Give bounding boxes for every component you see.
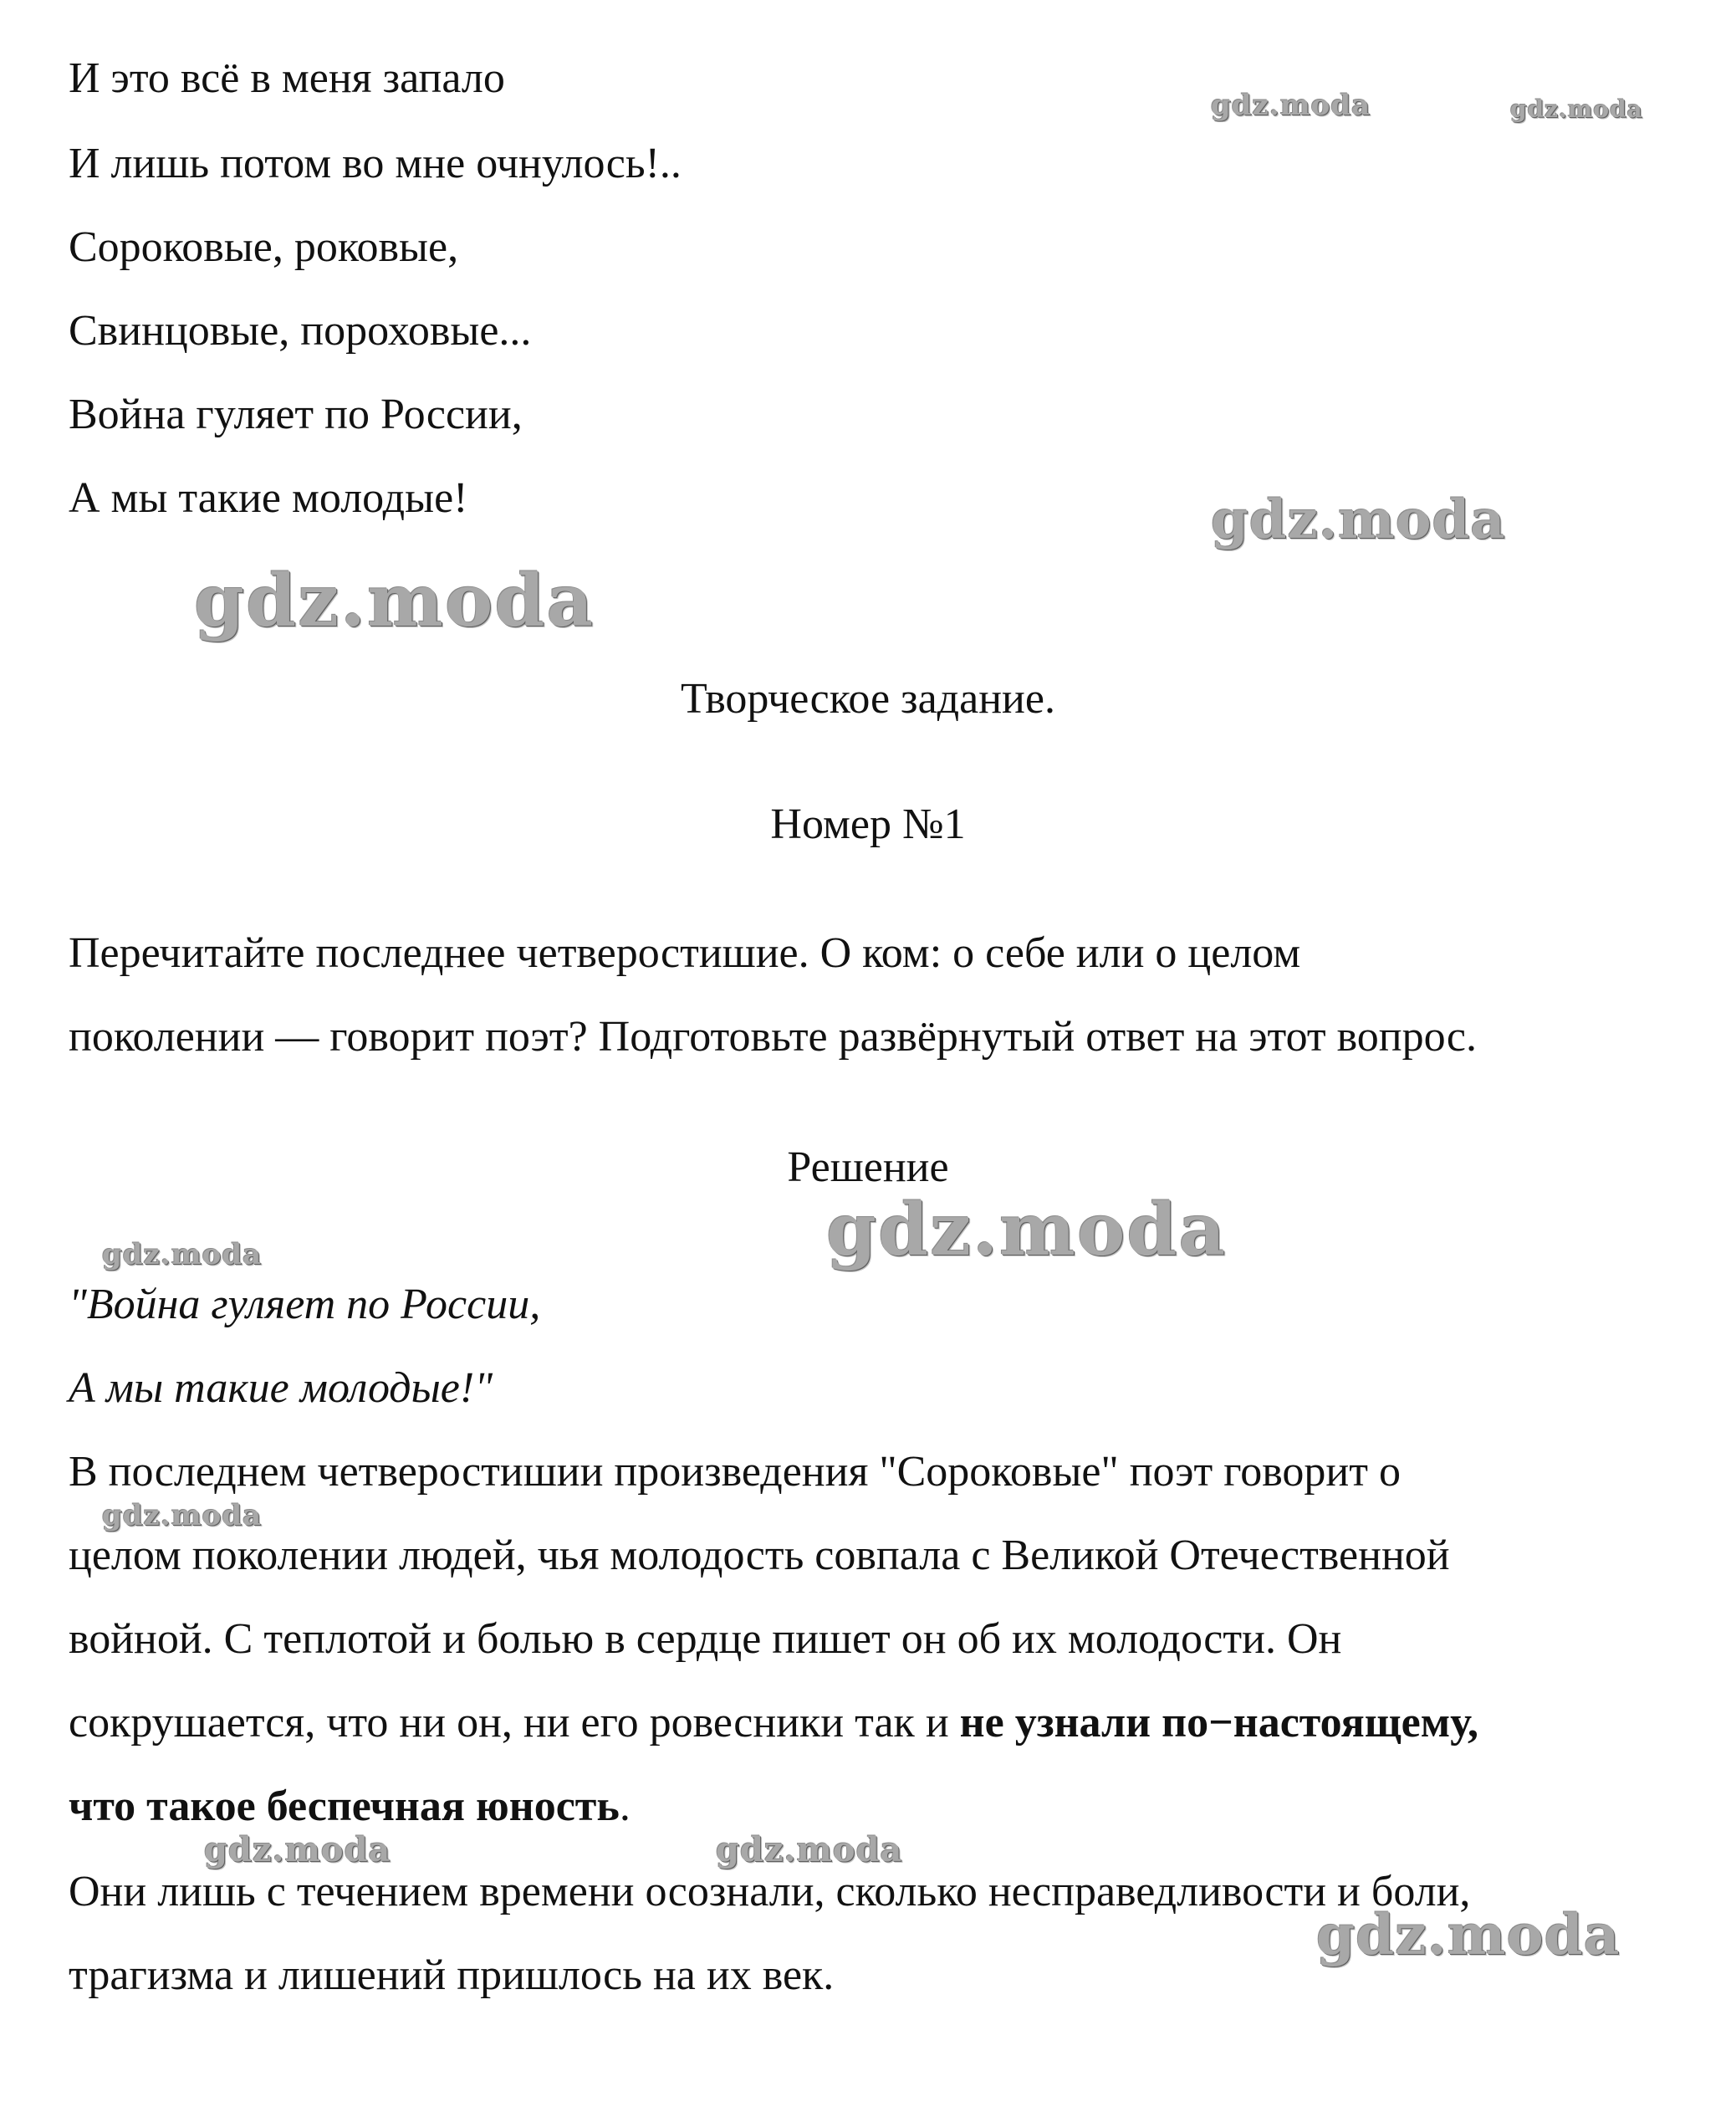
answer-line-4 (69, 1698, 1478, 1748)
poem-line-3: Сороковые, роковые, (69, 223, 459, 271)
solution-heading: Решение (787, 1143, 949, 1191)
poem-line-2: И лишь потом во мне очнулось!.. (69, 140, 682, 187)
answer-line-1: В последнем четверостишии произведения "Сороковые" поэт говорит о (69, 1448, 1401, 1496)
poem-line-1: И это всё в меня запало (69, 54, 505, 102)
task-text-line-2: поколении — говорит поэт? Подготовьте развёрнутый ответ на этот вопрос. (69, 1013, 1478, 1061)
quote-line-2: А мы такие молодые!" (69, 1364, 493, 1412)
poem-line-4: Свинцовые, пороховые... (69, 307, 532, 355)
poem-line-6: А мы такие молодые! (69, 474, 468, 522)
answer-line-5-period: . (619, 1782, 631, 1830)
answer-emphasis-2: что такое беспечная юность (69, 1782, 620, 1830)
task-text-line-1: Перечитайте последнее четверостишие. О ком: о себе или о целом (69, 929, 1301, 977)
answer-line-5 (69, 1782, 631, 1832)
watermark-logo: gdz.moda (102, 1499, 263, 1532)
section-heading: Творческое задание. (681, 675, 1055, 723)
answer-line-7: трагизма и лишений пришлось на их век. (69, 1951, 835, 1999)
answer-line-2: целом поколении людей, чья молодость совпала с Великой Отечественной (69, 1532, 1450, 1579)
poem-line-5: Война гуляет по России, (69, 391, 523, 438)
watermark-logo: gdz.moda (1211, 89, 1371, 122)
watermark-logo: gdz.moda (716, 1830, 903, 1869)
watermark-logo: gdz.moda (102, 1238, 263, 1271)
watermark-logo: gdz.moda (1316, 1902, 1621, 1967)
quote-line-1: "Война гуляет по России, (69, 1281, 541, 1328)
watermark-logo: gdz.moda (204, 1830, 391, 1869)
watermark-logo: gdz.moda (1510, 95, 1643, 123)
task-number: Номер №1 (770, 800, 966, 848)
watermark-logo: gdz.moda (826, 1188, 1228, 1272)
answer-line-6: Они лишь с течением времени осознали, сколько несправедливости и боли, (69, 1868, 1471, 1915)
watermark-logo: gdz.moda (194, 559, 595, 643)
watermark-logo: gdz.moda (1211, 488, 1506, 551)
answer-emphasis-1: не узнали по−настоящему, (959, 1699, 1478, 1746)
answer-line-4-text: сокрушается, что ни он, ни его ровесники так и (69, 1699, 960, 1746)
answer-line-3: войной. С теплотой и болью в сердце пишет он об их молодости. Он (69, 1615, 1342, 1663)
